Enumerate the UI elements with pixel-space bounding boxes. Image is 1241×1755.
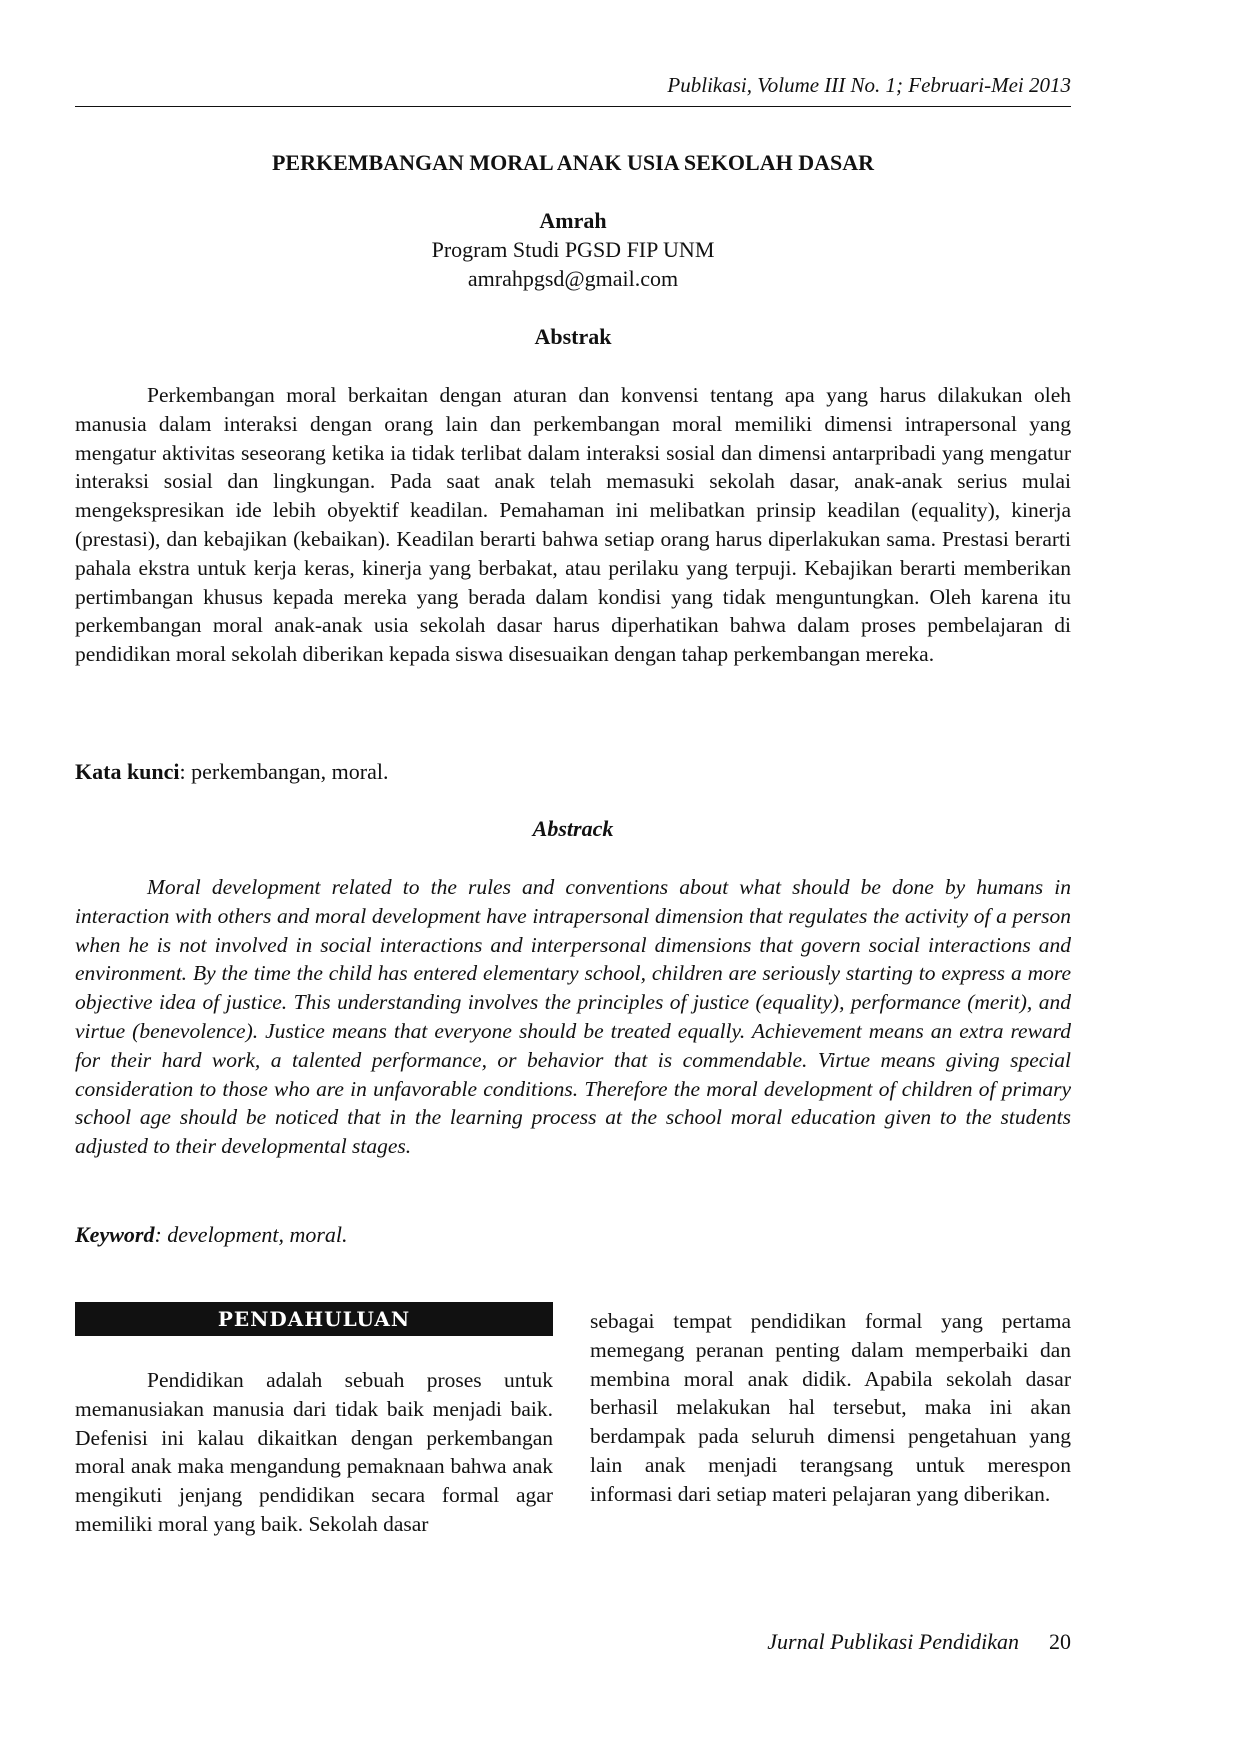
intro-right-column: sebagai tempat pendidikan formal yang pertama memegang peranan penting dalam memperbaiki dan membina moral anak didik. Apabila sekolah dasar berhasil melakukan hal tersebut, maka ini akan berdampak pada seluruh dimensi pengetahuan yang lain anak menjadi terangsang untuk merespon informasi dari setiap materi pelajaran yang diberikan. (590, 1309, 1071, 1506)
keywords-label: Kata kunci (75, 759, 180, 784)
keywords-values: : perkembangan, moral. (179, 759, 389, 784)
page-footer (75, 1628, 1071, 1656)
page-number: 20 (1049, 1629, 1071, 1654)
header-rule (75, 106, 1071, 107)
keywords-en-label: Keyword (75, 1222, 155, 1247)
author-name: Amrah (539, 208, 607, 233)
paper-title: PERKEMBANGAN MORAL ANAK USIA SEKOLAH DASAR (271, 150, 874, 175)
keywords-en (75, 1221, 1071, 1249)
abstract-en-heading: Abstrack (532, 816, 614, 841)
abstract-text: Perkembangan moral berkaitan dengan aturan dan konvensi tentang apa yang harus dilakukan oleh manusia dalam interaksi dengan orang lain dan perkembangan moral memiliki dimensi intrapersonal yang mengatur aktivitas seseorang ketika ia tidak terlibat dalam interaksi sosial dan dimensi antarpribadi yang mengatur interaksi sosial dan lingkungan. Pada saat anak telah memasuki sekolah dasar, anak-anak serius mulai mengekspresikan ide lebih obyektif keadilan. Pemahaman ini melibatkan prinsip keadilan (equality), kinerja (prestasi), dan kebajikan (kebaikan). Keadilan berarti bahwa setiap orang harus diperlakukan sama. Prestasi berarti pahala ekstra untuk kerja keras, kinerja yang berbakat, atau perilaku yang terpuji. Kebajikan berarti memberikan pertimbangan khusus kepada mereka yang berada dalam kondisi yang tidak menguntungkan. Oleh karena itu perkembangan moral anak-anak usia sekolah dasar harus diperhatikan bahwa dalam proses pembelajaran di pendidikan moral sekolah diberikan kepada siswa disesuaikan dengan tahap perkembangan mereka. (75, 383, 1071, 667)
keywords-id (75, 758, 1071, 786)
section-heading-bar: PENDAHULUAN (75, 1302, 553, 1336)
keywords-en-values: : development, moral. (154, 1222, 348, 1247)
abstract-heading: Abstrak (534, 324, 612, 349)
abstract-en-text: Moral development related to the rules and conventions about what should be done by humans in interaction with others and moral development have intrapersonal dimension that regulates the activity of a person when he is not involved in social interactions and interpersonal dimensions that govern social interactions and environment. By the time the child has entered elementary school, children are seriously starting to express a more objective idea of justice. This understanding involves the principles of justice (equality), performance (merit), and virtue (benevolence). Justice means that everyone should be treated equally. Achievement means an extra reward for their hard work, a talented performance, or behavior that is commendable. Virtue means giving special consideration to those who are in unfavorable conditions. Therefore the moral development of children of primary school age should be noticed that in the learning process at the school moral education given to the students adjusted to their developmental stages. (75, 875, 1071, 1159)
footer-journal-name: Jurnal Publikasi Pendidikan (767, 1629, 1019, 1654)
intro-left-column: Pendidikan adalah sebuah proses untuk memanusiakan manusia dari tidak baik menjadi baik. Defenisi ini kalau dikaitkan dengan perkembangan moral anak maka mengandung pemaknaan bahwa anak mengikuti jenjang pendidikan secara formal agar memiliki moral yang baik. Sekolah dasar (75, 1368, 553, 1536)
author-email: amrahpgsd@gmail.com (467, 266, 679, 291)
running-header: Publikasi, Volume III No. 1; Februari-Mei 2013 (667, 73, 1071, 97)
author-affiliation: Program Studi PGSD FIP UNM (431, 237, 715, 262)
